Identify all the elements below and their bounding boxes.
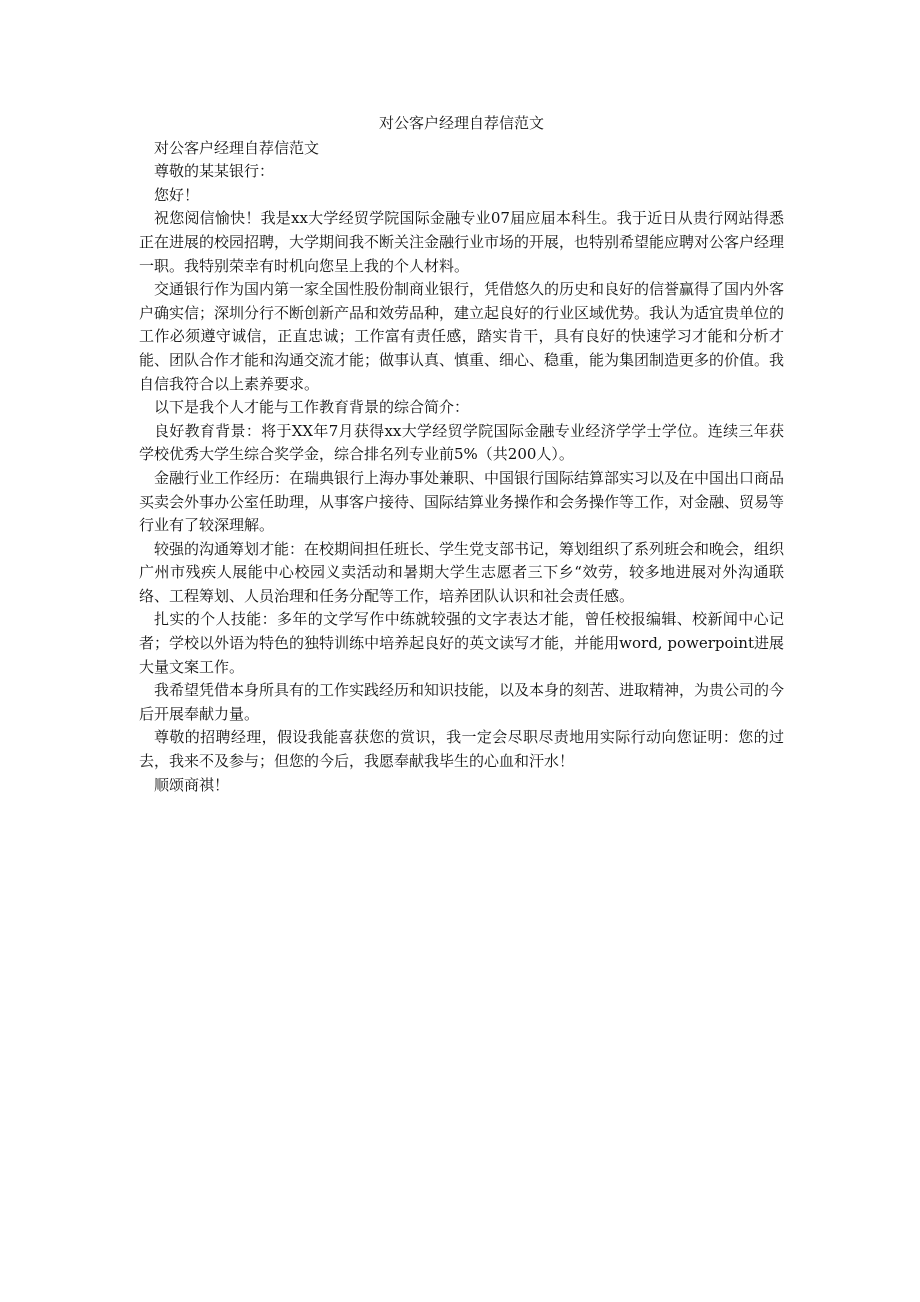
- paragraph-bank-description: 交通银行作为国内第一家全国性股份制商业银行，凭借悠久的历史和良好的信誉赢得了国内外客户确实信；深圳分行不断创新产品和效劳品种，建立起良好的行业区域优势。我认为适宜贵单位的工作必须遵守诚信，正直忠诚；工作富有责任感，踏实肯干，具有良好的快速学习才能和分析才能、团队合作才能和沟通交流才能；做事认真、慎重、细心、稳重，能为集团制造更多的价值。我自信我符合以上素养要求。: [139, 280, 785, 393]
- paragraph-work-experience: 金融行业工作经历：在瑞典银行上海办事处兼职、中国银行国际结算部实习以及在中国出口商品买卖会外事办公室任助理，从事客户接待、国际结算业务操作和会务操作等工作，对金融、贸易等行业有了较深理解。: [139, 468, 785, 535]
- paragraph-heading-repeat: 对公客户经理自荐信范文: [154, 138, 320, 157]
- paragraph-greeting: 您好！: [154, 185, 200, 204]
- paragraph-communication-skills: 较强的沟通筹划才能：在校期间担任班长、学生党支部书记，筹划组织了系列班会和晚会，组织广州市残疾人展能中心校园义卖活动和暑期大学生志愿者三下乡“效劳，较多地进展对外沟通联络、工程筹划、人员治理和任务分配等工作，培养团队认识和社会责任感。: [139, 539, 785, 605]
- paragraph-personal-skills: 扎实的个人技能：多年的文学写作中练就较强的文字表达才能，曾任校报编辑、校新闻中心记者；学校以外语为特色的独特训练中培养起良好的英文读写才能，并能用word, powerpoint进展大量文案工作。: [139, 610, 784, 676]
- document-body: [139, 112, 784, 797]
- paragraph-salutation: 尊敬的某某银行：: [154, 162, 275, 181]
- paragraph-introduction: 祝您阅信愉快！我是xx大学经贸学院国际金融专业07届应届本科生。我于近日从贵行网站得悉正在进展的校园招聘，大学期间我不断关注金融行业市场的开展，也特别希望能应聘对公客户经理一职。我特别荣幸有时机向您呈上我的个人材料。: [139, 209, 785, 275]
- document-title: 对公客户经理自荐信范文: [378, 114, 544, 132]
- paragraph-summary-intro: 以下是我个人才能与工作教育背景的综合简介：: [154, 398, 470, 417]
- paragraph-education: 良好教育背景：将于XX年7月获得xx大学经贸学院国际金融专业经济学学士学位。连续三年获学校优秀大学生综合奖学金，综合排名列专业前5%（共200人）。: [139, 421, 784, 464]
- paragraph-aspiration: 我希望凭借本身所具有的工作实践经历和知识技能，以及本身的刻苦、进取精神，为贵公司的今后开展奉献力量。: [139, 681, 785, 723]
- paragraph-closing-appeal: 尊敬的招聘经理，假设我能喜获您的赏识，我一定会尽职尽责地用实际行动向您证明：您的过去，我来不及参与；但您的今后，我愿奉献我毕生的心血和汗水！: [139, 728, 784, 771]
- paragraph-sign-off: 顺颂商祺！: [154, 775, 230, 794]
